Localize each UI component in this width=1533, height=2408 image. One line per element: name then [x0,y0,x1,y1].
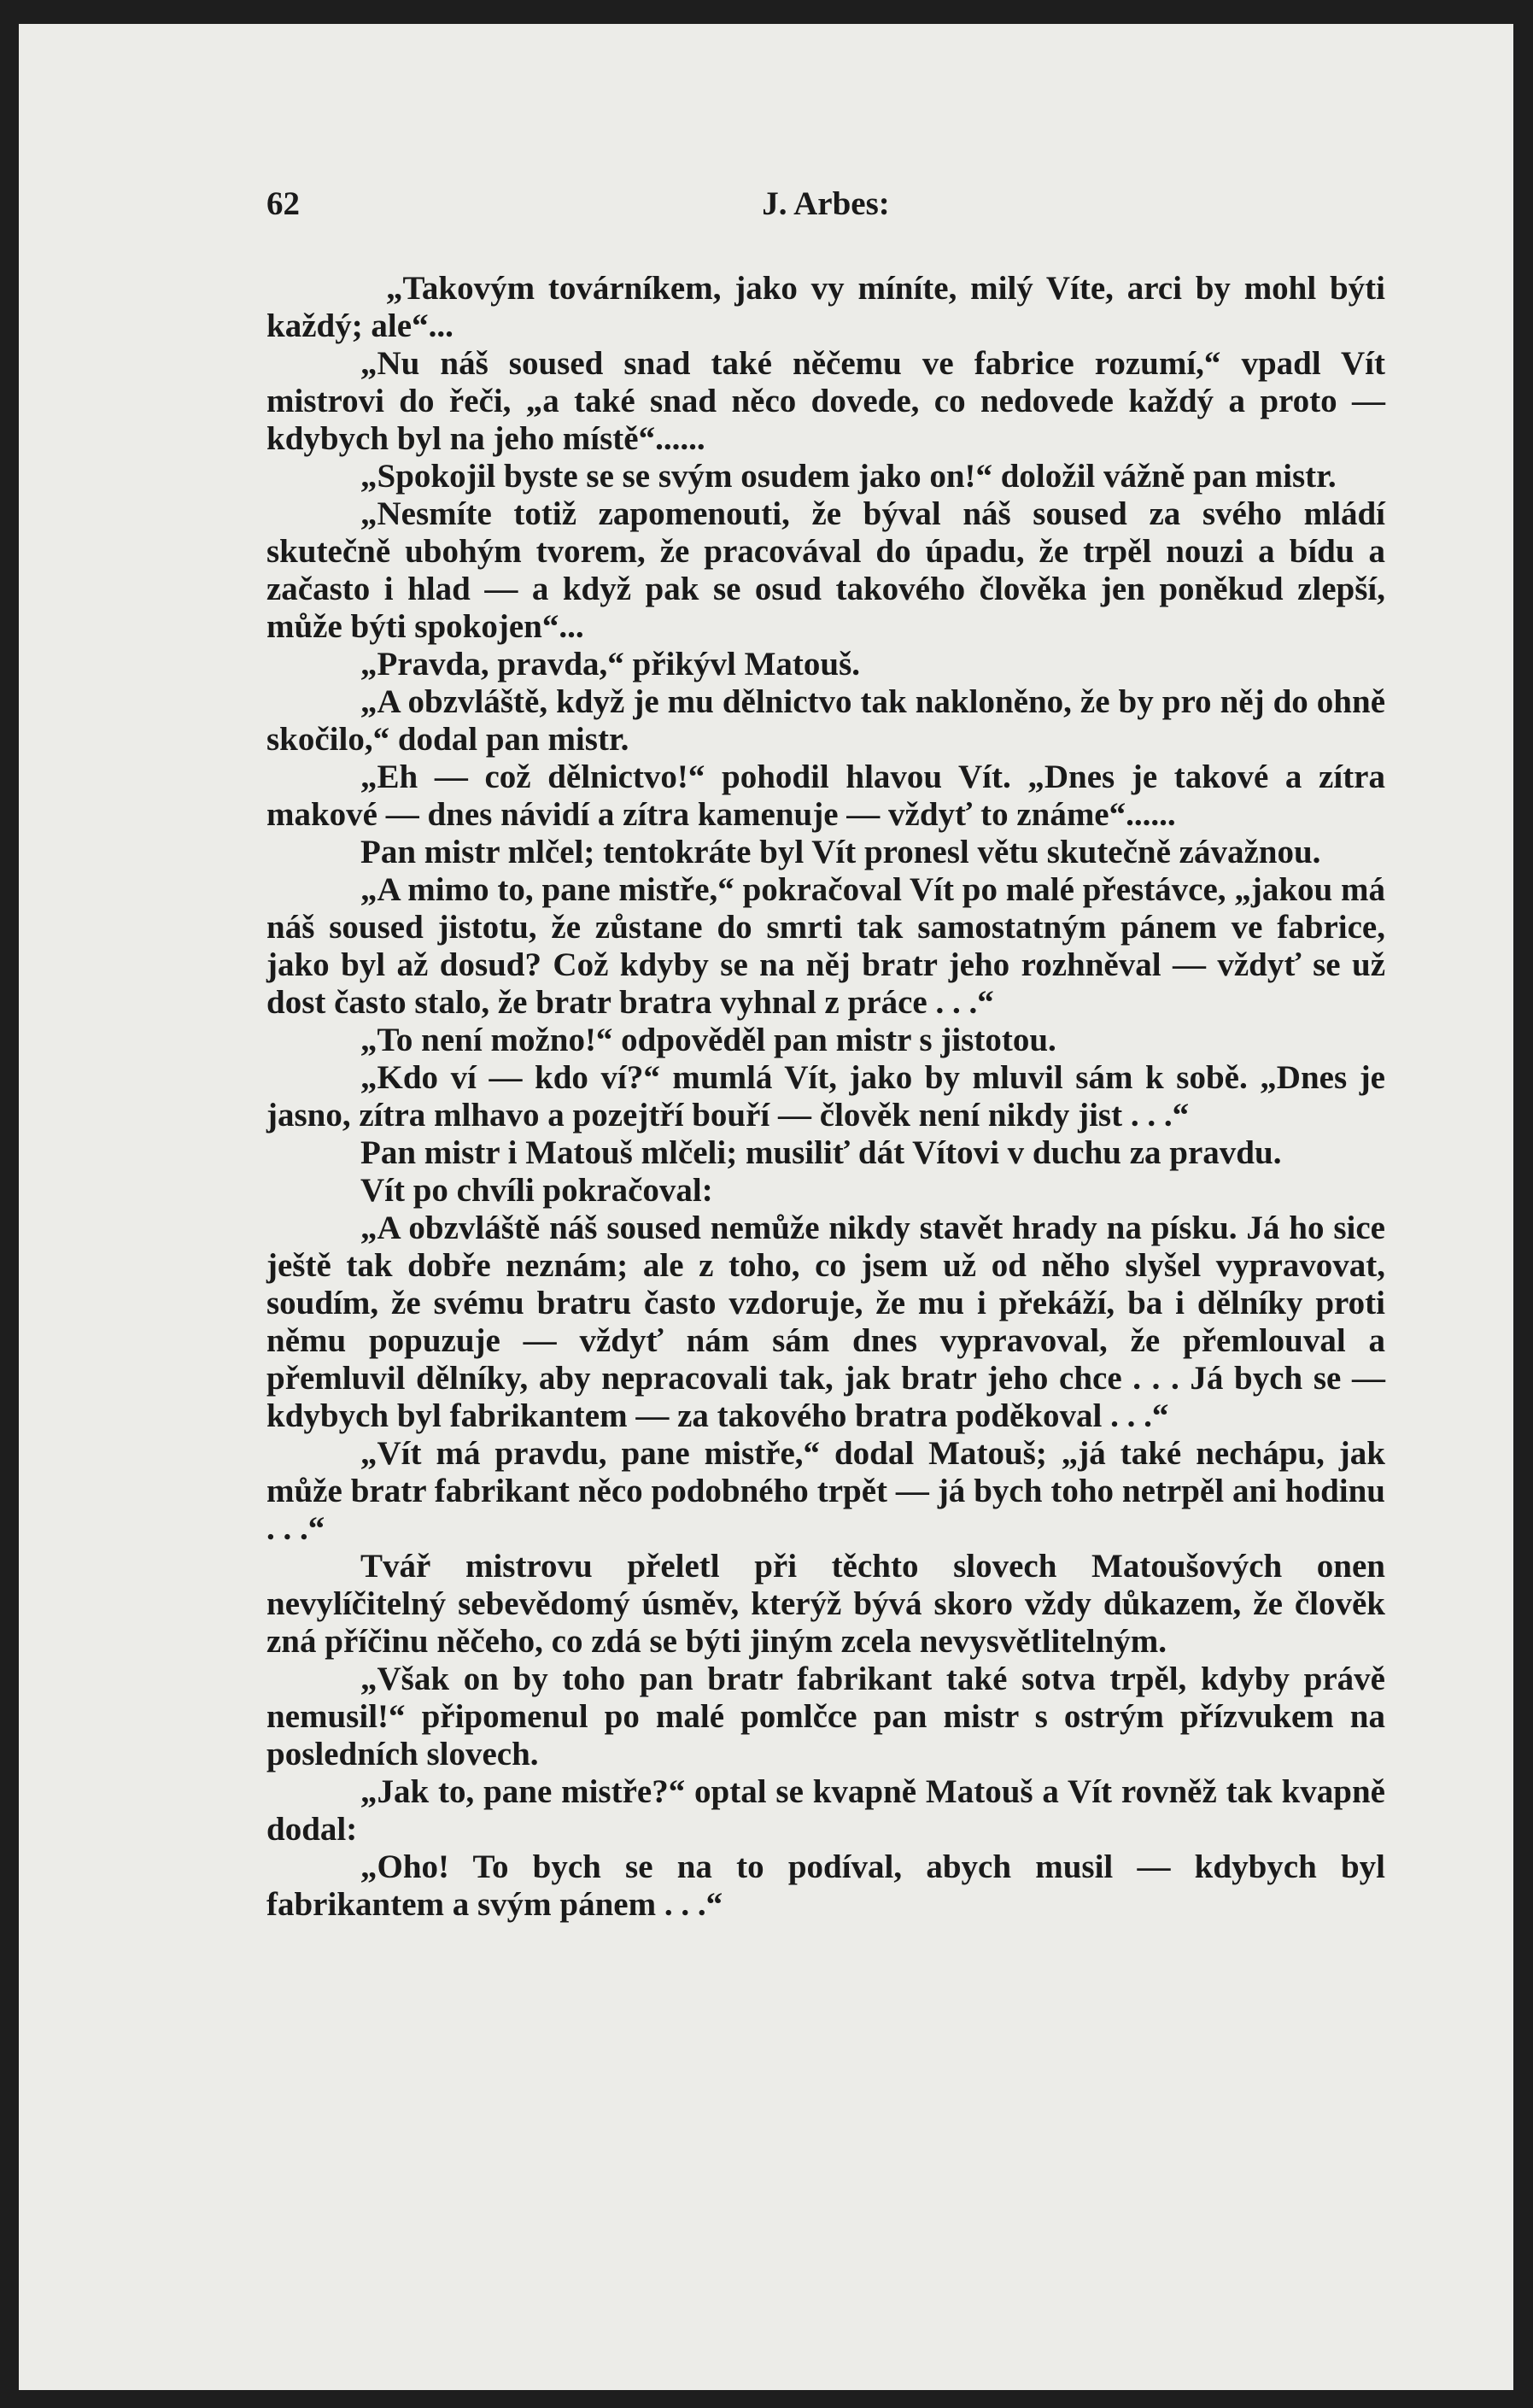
page-number: 62 [266,185,300,222]
page-header [266,185,1385,236]
paragraph: „Však on by toho pan bratr fabrikant také sotva trpěl, kdyby právě nemusil!“ připomenul po malé pomlčce pan mistr s ostrým přízvukem na posledních slovech. [266,1661,1385,1772]
paragraph: „A obzvláště náš soused nemůže nikdy stavět hrady na písku. Já ho sice ještě tak dobře neznám; ale z toho, co jsem už od něho slyšel vypravovat, soudím, že svému bratru často vzdoruje, že mu i překáží, ba i dělníky proti němu popuzuje — vždyť nám sám dnes vypravoval, že přemlouval a přemluvil dělníky, aby nepracovali tak, jak bratr jeho chce . . . Já bych se — kdybych byl fabrikantem — za takového bratra poděkoval . . .“ [266,1210,1385,1434]
paragraph: „Nu náš soused snad také něčemu ve fabrice rozumí,“ vpadl Vít mistrovi do řeči, „a také snad něco dovede, co nedovede každý a proto — kdybych byl na jeho místě“...... [266,345,1385,457]
paragraph: Pan mistr i Matouš mlčeli; musiliť dát Vítovi v duchu za pravdu. [360,1134,1282,1171]
body-text [266,270,1385,1924]
paragraph: „Vít má pravdu, pane mistře,“ dodal Matouš; „já také nechápu, jak může bratr fabrikant něco podobného trpět — já bych toho netrpěl ani hodinu . . .“ [266,1435,1385,1547]
paragraph: „A obzvláště, když je mu dělnictvo tak nakloněno, že by pro něj do ohně skočilo,“ dodal pan mistr. [266,683,1385,758]
paragraph: „Oho! To bych se na to podíval, abych musil — kdybych byl fabrikantem a svým pánem . . .“ [266,1848,1385,1923]
paragraph: „Nesmíte totiž zapomenouti, že býval náš soused za svého mládí skutečně ubohým tvorem, že pracovával do úpadu, že trpěl nouzi a bídu a začasto i hlad — a když pak se osud takového člověka jen poněkud zlepší, může býti spokojen“... [266,495,1385,645]
paragraph: „Spokojil byste se se svým osudem jako on!“ doložil vážně pan mistr. [360,458,1337,495]
paragraph: „Jak to, pane mistře?“ optal se kvapně Matouš a Vít rovněž tak kvapně dodal: [266,1773,1385,1848]
paragraph: „Pravda, pravda,“ přikývl Matouš. [360,646,861,683]
running-head: J. Arbes: [762,185,890,222]
paragraph: Tvář mistrovu přeletl při těchto slovech Matoušových onen nevylíčitelný sebevědomý úsměv, kterýž bývá skoro vždy důkazem, že člověk zná příčinu něčeho, co zdá se býti jiným zcela nevysvětlitelným. [266,1548,1385,1660]
book-page [19,24,1513,2390]
paragraph: Vít po chvíli pokračoval: [360,1172,713,1209]
paragraph: Pan mistr mlčel; tentokráte byl Vít pronesl větu skutečně závažnou. [360,834,1321,870]
paragraph: „Takovým továrníkem, jako vy míníte, milý Víte, arci by mohl býti každý; ale“... [266,270,1385,344]
paragraph: „Eh — což dělnictvo!“ pohodil hlavou Vít. „Dnes je takové a zítra makové — dnes návidí a zítra kamenuje — vždyť to známe“...... [266,759,1385,833]
paragraph: „A mimo to, pane mistře,“ pokračoval Vít po malé přestávce, „jakou má náš soused jistotu, že zůstane do smrti tak samostatným pánem ve fabrice, jako byl až dosud? Což kdyby se na něj bratr jeho rozhněval — vždyť se už dost často stalo, že bratr bratra vyhnal z práce . . .“ [266,871,1385,1021]
paragraph: „Kdo ví — kdo ví?“ mumlá Vít, jako by mluvil sám k sobě. „Dnes je jasno, zítra mlhavo a pozejtří bouří — člověk není nikdy jist . . .“ [266,1059,1385,1134]
paragraph: „To není možno!“ odpověděl pan mistr s jistotou. [360,1022,1056,1058]
